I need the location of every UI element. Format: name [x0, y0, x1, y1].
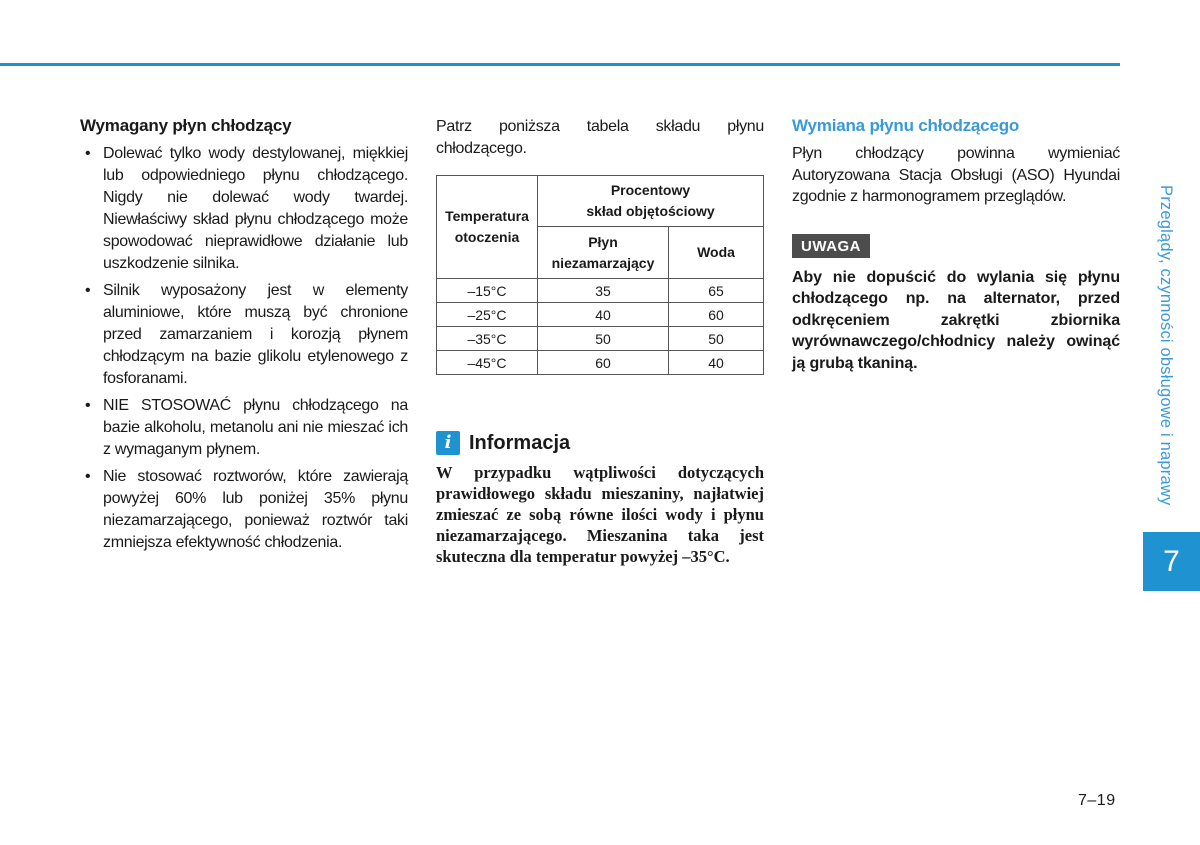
info-icon: i: [436, 431, 460, 455]
cell-temperature: –25°C: [437, 303, 538, 327]
list-item: • Dolewać tylko wody destylowanej, miękkiej lub odpowiedniego płynu chłodzącego. Nigdy nie dolewać wody twardej. Niewłaściwy skład płynu chłodzącego może spowodować nieprawidłowe działanie lub uszkodzenie silnika.: [80, 143, 408, 275]
section-side-title: [1143, 160, 1188, 530]
header-antifreeze-line2: niezamarzający: [551, 254, 655, 271]
column-mixture-table: [436, 116, 764, 567]
coolant-mixture-table: [436, 175, 764, 375]
list-item: • NIE STOSOWAĆ płynu chłodzącego na bazie alkoholu, metanolu ani nie mieszać ich z wymaganym płynem.: [80, 395, 408, 461]
cell-water: 60: [669, 303, 764, 327]
section-title-text: Przeglądy, czynności obsługowe i naprawy: [1157, 184, 1175, 506]
header-percentage-line2: skład objętościowy: [586, 203, 715, 219]
cell-antifreeze: 35: [538, 279, 669, 303]
chapter-tab: 7: [1143, 532, 1200, 591]
cell-water: 40: [669, 351, 764, 375]
required-coolant-heading: Wymagany płyn chłodzący: [80, 116, 292, 135]
page-number: 7–19: [1078, 792, 1116, 809]
cell-water: 65: [669, 279, 764, 303]
table-row: [437, 351, 764, 375]
header-temperature: [437, 176, 538, 279]
top-rule: [0, 63, 1120, 66]
cell-temperature: –15°C: [437, 279, 538, 303]
header-antifreeze: [538, 227, 669, 279]
header-antifreeze-line1: Płyn: [588, 233, 618, 250]
replacement-heading: Wymiana płynu chłodzącego: [792, 116, 1020, 135]
cell-antifreeze: 60: [538, 351, 669, 375]
column-coolant-replacement: [792, 116, 1120, 374]
required-coolant-list: [80, 143, 408, 554]
replacement-body: Płyn chłodzący powinna wymieniać Autoryzowana Stacja Obsługi (ASO) Hyundai zgodnie z harmonogramem przeglądów.: [792, 145, 1120, 205]
list-item: • Silnik wyposażony jest w elementy aluminiowe, które muszą być chronione przed zamarzaniem i korozją płynem chłodzącym na bazie glikolu etylenowego z fosforanami.: [80, 280, 408, 390]
info-text: W przypadku wątpliwości dotyczących prawidłowego składu mieszaniny, najłatwiej zmieszać ze sobą równe ilości wody i płynu niezamarzającego. Mieszanina taka jest skuteczna dla temperatur powyżej –35°C.: [436, 463, 764, 566]
header-temperature-line2: otoczenia: [454, 229, 520, 245]
header-temperature-line1: Temperatura: [445, 208, 529, 224]
column-required-coolant: [80, 116, 408, 559]
list-item: • Nie stosować roztworów, które zawierają powyżej 60% lub poniżej 35% płynu niezamarzającego, ponieważ roztwór taki zmniejsza efektywność chłodzenia.: [80, 466, 408, 554]
warning-text: Aby nie dopuścić do wylania się płynu chłodzącego np. na alternator, przed odkręceniem zakrętki zbiornika wyrównawczego/chłodnicy należy owinąć ją grubą tkaniną.: [792, 268, 1120, 372]
warning-badge: UWAGA: [792, 234, 870, 258]
info-box-header: [436, 431, 764, 455]
table-row: [437, 279, 764, 303]
table-row: [437, 327, 764, 351]
header-percentage-line1: Procentowy: [610, 182, 691, 198]
cell-water: 50: [669, 327, 764, 351]
cell-temperature: –45°C: [437, 351, 538, 375]
table-row: [437, 303, 764, 327]
header-percentage: [538, 176, 764, 227]
header-water: Woda: [669, 227, 764, 279]
cell-temperature: –35°C: [437, 327, 538, 351]
cell-antifreeze: 50: [538, 327, 669, 351]
table-intro: Patrz poniższa tabela składu płynu chłodzącego.: [436, 118, 764, 157]
cell-antifreeze: 40: [538, 303, 669, 327]
info-title: Informacja: [469, 431, 571, 454]
